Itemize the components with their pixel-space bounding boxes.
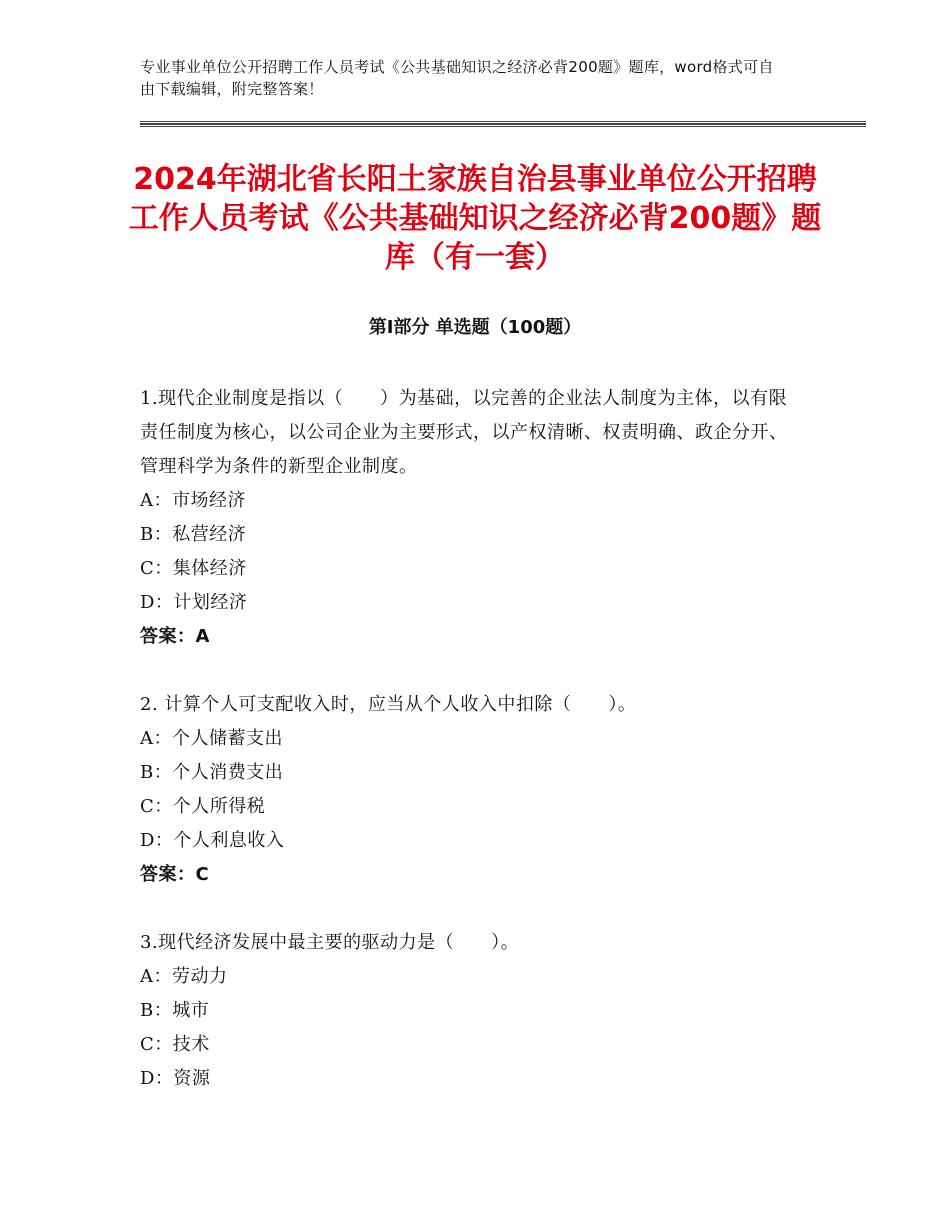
option-c: C：技术 (140, 1034, 210, 1055)
header-divider-thick (140, 123, 866, 125)
option-d: D：个人利息收入 (140, 830, 285, 851)
option-a: A：劳动力 (140, 966, 228, 987)
question-list (140, 382, 800, 1130)
answer: 答案：C (140, 864, 210, 885)
question-3 (140, 926, 800, 1096)
option-a: A：个人储蓄支出 (140, 728, 283, 749)
question-stem: 1.现代企业制度是指以（ ）为基础，以完善的企业法人制度为主体，以有限责任制度为核心，以公司企业为主要形式，以产权清晰、权责明确、政企分开、管理科学为条件的新型企业制度。 (140, 388, 788, 477)
option-c: C：集体经济 (140, 558, 247, 579)
header-note: 专业事业单位公开招聘工作人员考试《公共基础知识之经济必背200题》题库，word格式可自由下载编辑，附完整答案！ (140, 58, 774, 98)
header-divider (140, 121, 866, 122)
option-c: C：个人所得税 (140, 796, 266, 817)
document-title: 2024年湖北省长阳土家族自治县事业单位公开招聘工作人员考试《公共基础知识之经济必背200题》题库（有一套） (128, 162, 822, 275)
question-1 (140, 382, 800, 654)
section-title: 第Ⅰ部分 单选题（100题） (368, 317, 582, 338)
question-stem: 2. 计算个人可支配收入时，应当从个人收入中扣除（ ）。 (140, 694, 637, 715)
option-b: B：私营经济 (140, 524, 247, 545)
option-a: A：市场经济 (140, 490, 246, 511)
question-stem: 3.现代经济发展中最主要的驱动力是（ ）。 (140, 932, 520, 953)
option-b: B：城市 (140, 1000, 210, 1021)
header-divider-lower (140, 126, 866, 127)
option-d: D：资源 (140, 1068, 211, 1089)
answer: 答案：A (140, 626, 210, 647)
option-b: B：个人消费支出 (140, 762, 284, 783)
question-2 (140, 688, 800, 892)
option-d: D：计划经济 (140, 592, 248, 613)
